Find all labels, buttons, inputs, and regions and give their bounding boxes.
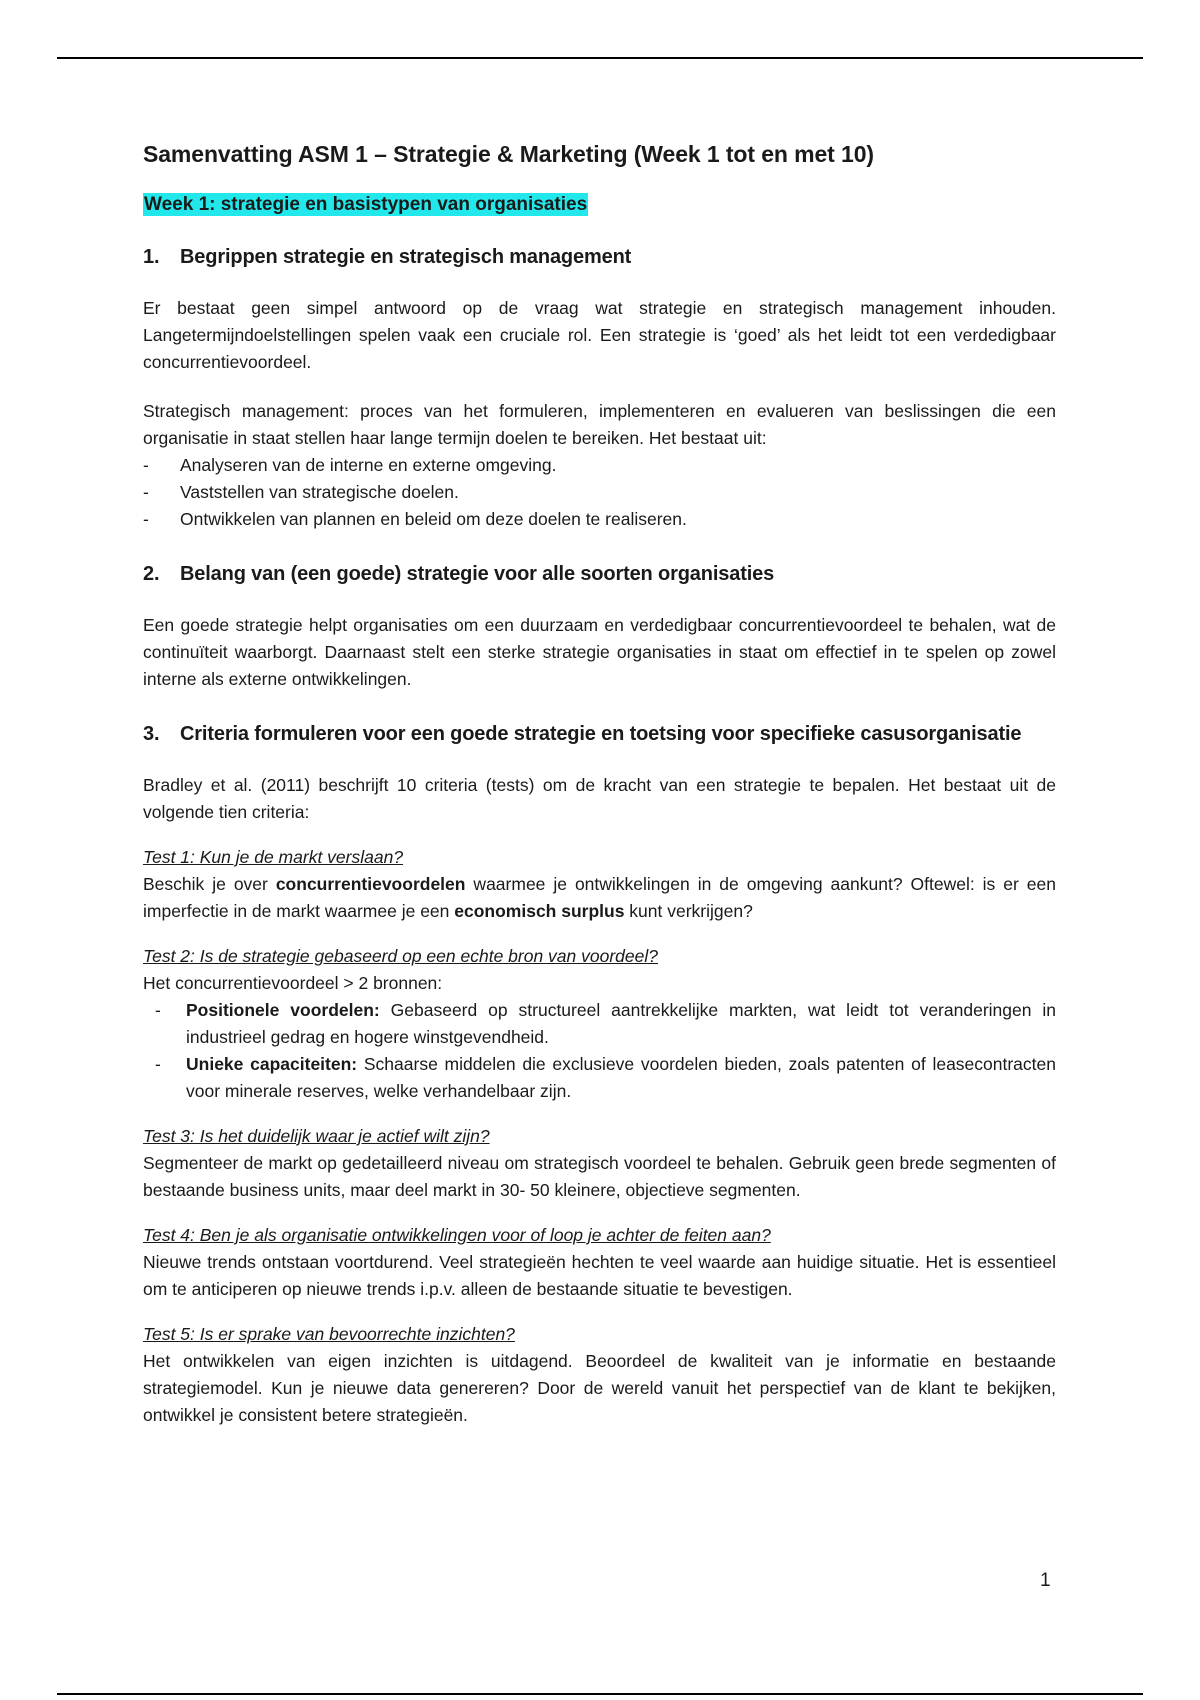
section-3-heading [143,720,1056,748]
section-1-paragraph-1: Er bestaat geen simpel antwoord op de vraag wat strategie en strategisch management inhouden. Langetermijndoelstellingen spelen vaak een cruciale rol. Een strategie is ‘goed’ als het leidt tot een verdedigbaar concurrentievoordeel. [143,298,1056,372]
test-2-list [143,997,1056,1105]
test-5-text: Het ontwikkelen van eigen inzichten is uitdagend. Beoordeel de kwaliteit van je informatie en bestaande strategiemodel. Kun je nieuwe data genereren? Door de wereld vanuit het perspectief van de klant te bekijken, ontwikkel je consistent betere strategieën. [143,1351,1056,1425]
list-item: - Vaststellen van strategische doelen. [143,479,1056,506]
week-heading-highlight: Week 1: strategie en basistypen van organisaties [144,194,588,215]
section-2-paragraph: Een goede strategie helpt organisaties om een duurzaam en verdedigbaar concurrentievoordeel te behalen, wat de continuïteit waarborgt. Daarnaast stelt een sterke strategie organisaties in staat om effectief in te spelen op zowel interne als externe ontwikkelingen. [143,615,1056,689]
section-1-heading [143,243,1056,271]
list-item: - Unieke capaciteiten: Schaarse middelen die exclusieve voordelen bieden, zoals patenten of leasecontracten voor minerale reserves, welke verhandelbaar zijn. [143,1051,1056,1105]
section-2-heading [143,560,1056,588]
test-3-title: Test 3: Is het duidelijk waar je actief wilt zijn? [143,1126,490,1146]
list-item: - Positionele voordelen: Gebaseerd op structureel aantrekkelijke markten, wat leidt tot veranderingen in industrieel gedrag en hogere winstgevendheid. [143,997,1056,1051]
test-1-text: Beschik je over concurrentievoordelen waarmee je ontwikkelingen in de omgeving aankunt? Oftewel: is er een imperfectie in de markt waarmee je een economisch surplus kunt verkrijgen? [143,874,1056,921]
test-1-title: Test 1: Kun je de markt verslaan? [143,847,404,867]
test-5-title: Test 5: Is er sprake van bevoorrechte inzichten? [143,1324,515,1344]
page-number: 1 [1040,1570,1051,1591]
section-number: 3. [143,723,160,745]
document-title: Samenvatting ASM 1 – Strategie & Marketing (Week 1 tot en met 10) [143,141,874,167]
section-number: 1. [143,246,160,268]
section-title: Begrippen strategie en strategisch management [180,246,632,268]
section-title: Belang van (een goede) strategie voor alle soorten organisaties [180,563,775,585]
section-3-intro: Bradley et al. (2011) beschrijft 10 criteria (tests) om de kracht van een strategie te bepalen. Het bestaat uit de volgende tien criteria: [143,775,1056,822]
list-item: - Ontwikkelen van plannen en beleid om deze doelen te realiseren. [143,506,1056,533]
test-4-title: Test 4: Ben je als organisatie ontwikkelingen voor of loop je achter de feiten aan? [143,1225,771,1245]
section-title: Criteria formuleren voor een goede strategie en toetsing voor specifieke casusorganisatie [180,723,1022,745]
footer-rule [57,1693,1143,1695]
test-2-title: Test 2: Is de strategie gebaseerd op een echte bron van voordeel? [143,946,658,966]
header-rule [57,57,1143,59]
page-content [143,138,1056,1429]
test-3-text: Segmenteer de markt op gedetailleerd niveau om strategisch voordeel te behalen. Gebruik geen brede segmenten of bestaande business units, maar deel markt in 30- 50 kleinere, objectieve segmenten. [143,1153,1056,1200]
list-item: - Analyseren van de interne en externe omgeving. [143,452,1056,479]
section-1-bullet-list [143,452,1056,533]
section-1-paragraph-2: Strategisch management: proces van het formuleren, implementeren en evalueren van beslissingen die een organisatie in staat stellen haar lange termijn doelen te bereiken. Het bestaat uit: [143,401,1056,448]
week-heading [143,192,1056,218]
test-2-intro: Het concurrentievoordeel > 2 bronnen: [143,973,443,993]
section-number: 2. [143,563,160,585]
test-4-text: Nieuwe trends ontstaan voortdurend. Veel strategieën hechten te veel waarde aan huidige situatie. Het is essentieel om te anticiperen op nieuwe trends i.p.v. alleen de bestaande situatie te bevestigen. [143,1252,1056,1299]
